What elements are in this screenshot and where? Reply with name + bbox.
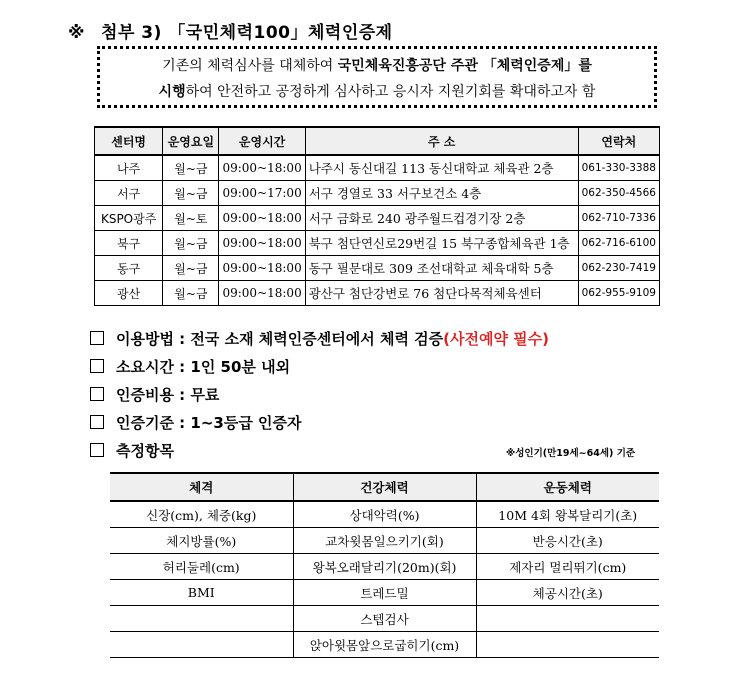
center-name-cell: 광산	[95, 281, 163, 306]
contact-cell: 062-955-9109	[578, 281, 659, 306]
measure-row	[110, 528, 659, 554]
days-cell: 월~금	[163, 231, 219, 256]
center-row	[95, 181, 660, 206]
title-text: 첨부 3) 「국민체력100」체력인증제	[101, 23, 393, 43]
contact-cell: 061-330-3388	[578, 155, 659, 181]
measure-row	[110, 501, 659, 528]
contact-cell: 062-710-7336	[578, 206, 659, 231]
address-cell: 서구 경열로 33 서구보건소 4층	[305, 181, 578, 206]
center-row	[95, 281, 660, 306]
contact-cell: 062-350-4566	[578, 181, 659, 206]
measure-row	[110, 606, 659, 632]
col-motor-fitness: 운동체력	[476, 473, 659, 501]
motor-fitness-cell	[476, 606, 659, 632]
health-fitness-cell: 상대악력(%)	[293, 501, 476, 528]
checkbox-icon	[90, 331, 104, 345]
contact-cell: 062-716-6100	[578, 231, 659, 256]
physique-cell: 신장(cm), 체중(kg)	[110, 501, 293, 528]
checkbox-icon	[90, 359, 104, 373]
days-cell: 월~토	[163, 206, 219, 231]
cost-text: 인증비용 : 무료	[116, 386, 220, 404]
hours-cell: 09:00~18:00	[219, 155, 305, 181]
duration-text: 소요시간 : 1인 50분 내외	[116, 358, 291, 376]
checkbox-icon	[90, 387, 104, 401]
items-note: ※성인기(만19세~64세) 기준	[506, 448, 636, 459]
health-fitness-cell: 트레드밀	[293, 580, 476, 606]
address-cell: 나주시 동신대길 113 동신대학교 체육관 2층	[305, 155, 578, 181]
motor-fitness-cell: 10M 4회 왕복달리기(초)	[476, 501, 659, 528]
contact-cell: 062-230-7419	[578, 256, 659, 281]
address-cell: 동구 필문대로 309 조선대학교 체육대학 5층	[305, 256, 578, 281]
info-items	[90, 440, 174, 461]
motor-fitness-cell: 체공시간(초)	[476, 580, 659, 606]
health-fitness-cell: 스텝검사	[293, 606, 476, 632]
health-fitness-cell: 교차윗몸일으키기(회)	[293, 528, 476, 554]
checkbox-icon	[90, 443, 104, 457]
notice-line-1-bold: 국민체육진흥공단 주관 「체력인증제」를	[337, 58, 592, 74]
center-name-cell: 동구	[95, 256, 163, 281]
centers-table	[94, 126, 660, 306]
center-name-cell: KSPO광주	[95, 206, 163, 231]
address-cell: 북구 첨단연신로29번길 15 북구종합체육관 1층	[305, 231, 578, 256]
info-cost	[90, 384, 219, 405]
info-duration	[90, 356, 290, 377]
info-criteria	[90, 412, 302, 433]
motor-fitness-cell: 반응시간(초)	[476, 528, 659, 554]
page-title	[68, 18, 393, 43]
measure-header-row	[110, 473, 659, 501]
measure-table	[110, 472, 659, 658]
physique-cell: BMI	[110, 580, 293, 606]
health-fitness-cell: 왕복오래달리기(20m)(회)	[293, 554, 476, 580]
physique-cell: 체지방률(%)	[110, 528, 293, 554]
notice-box	[97, 46, 657, 108]
col-hours: 운영시간	[219, 127, 305, 155]
motor-fitness-cell: 제자리 멀리뛰기(cm)	[476, 554, 659, 580]
center-name-cell: 서구	[95, 181, 163, 206]
col-address: 주 소	[305, 127, 578, 155]
center-row	[95, 256, 660, 281]
days-cell: 월~금	[163, 256, 219, 281]
col-contact: 연락처	[578, 127, 659, 155]
checkbox-icon	[90, 415, 104, 429]
measure-row	[110, 554, 659, 580]
reference-mark: ※	[68, 23, 86, 43]
measure-row	[110, 632, 659, 658]
center-name-cell: 나주	[95, 155, 163, 181]
centers-header-row	[95, 127, 660, 155]
motor-fitness-cell	[476, 632, 659, 658]
usage-text: 이용방법 : 전국 소재 체력인증센터에서 체력 검증	[116, 330, 444, 348]
center-row	[95, 206, 660, 231]
notice-line-1	[100, 53, 654, 79]
col-health-fitness: 건강체력	[293, 473, 476, 501]
hours-cell: 09:00~18:00	[219, 281, 305, 306]
address-cell: 광산구 첨단강변로 76 첨단다목적체육센터	[305, 281, 578, 306]
criteria-text: 인증기준 : 1~3등급 인증자	[116, 414, 302, 432]
hours-cell: 09:00~18:00	[219, 231, 305, 256]
days-cell: 월~금	[163, 181, 219, 206]
measure-row	[110, 580, 659, 606]
notice-line-2-plain: 하여 안전하고 공정하게 심사하고 응시자 지원기회를 확대하고자 함	[185, 84, 596, 100]
center-name-cell: 북구	[95, 231, 163, 256]
physique-cell	[110, 606, 293, 632]
days-cell: 월~금	[163, 155, 219, 181]
notice-line-2-bold: 시행	[158, 84, 186, 100]
physique-cell: 허리둘레(cm)	[110, 554, 293, 580]
center-row	[95, 155, 660, 181]
center-row	[95, 231, 660, 256]
physique-cell	[110, 632, 293, 658]
usage-note: (사전예약 필수)	[443, 330, 550, 348]
address-cell: 서구 금화로 240 광주월드컵경기장 2층	[305, 206, 578, 231]
col-center-name: 센터명	[95, 127, 163, 155]
hours-cell: 09:00~17:00	[219, 181, 305, 206]
info-usage	[90, 328, 549, 349]
notice-line-1-plain: 기존의 체력심사를 대체하여	[162, 58, 338, 74]
days-cell: 월~금	[163, 281, 219, 306]
col-days: 운영요일	[163, 127, 219, 155]
hours-cell: 09:00~18:00	[219, 256, 305, 281]
notice-line-2	[100, 79, 654, 105]
hours-cell: 09:00~18:00	[219, 206, 305, 231]
col-physique: 체격	[110, 473, 293, 501]
health-fitness-cell: 앉아윗몸앞으로굽히기(cm)	[293, 632, 476, 658]
items-text: 측정항목	[116, 442, 174, 460]
